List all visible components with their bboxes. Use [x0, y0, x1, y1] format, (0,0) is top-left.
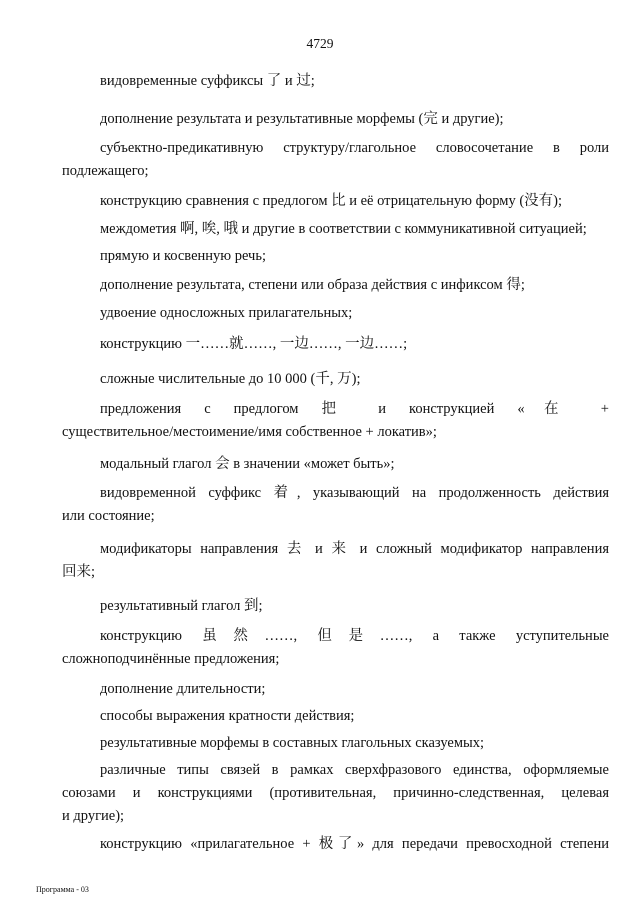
list-item: прямую и косвенную речь; — [100, 248, 266, 264]
list-item: конструкцию сравнения с предлогом 比 и её отрицательную форму (没有); — [100, 193, 563, 209]
list-item: удвоение односложных прилагательных; — [100, 305, 353, 321]
list-item: сложные числительные до 10 000 (千, 万); — [100, 371, 361, 387]
list-item: дополнение результата и результативные морфемы (完 и другие); — [100, 111, 504, 127]
list-item: модификаторы направления 去 и 来 и сложный модификатор направления 回来; — [62, 541, 609, 580]
list-item: результативные морфемы в составных глагольных сказуемых; — [100, 735, 485, 751]
list-item: модальный глагол 会 в значении «может быть»; — [100, 456, 395, 472]
list-item: междометия 啊, 唉, 哦 и другие в соответствии с коммуникативной ситуацией; — [100, 221, 587, 237]
page-number: 4729 — [306, 36, 334, 51]
list-item: дополнение длительности; — [100, 681, 266, 697]
list-item: предложения с предлогом 把 и конструкцией «在 + существительное/местоимение/имя собственное + локатив»; — [62, 401, 609, 440]
list-item: видовременные суффиксы 了 и 过; — [100, 73, 315, 89]
list-item: субъектно-предикативную структуру/глагольное словосочетание в роли подлежащего; — [62, 140, 609, 179]
list-item: различные типы связей в рамках сверхфразового единства, оформляемые союзами и конструкциями (противительная, причинно-следственная, целевая и другие); — [62, 762, 609, 824]
list-item: результативный глагол 到; — [100, 598, 263, 614]
list-item: дополнение результата, степени или образа действия с инфиксом 得; — [100, 277, 525, 293]
list-item: видовременной суффикс 着, указывающий на продолженность действия или состояние; — [62, 485, 609, 524]
footer: Программа - 03 — [36, 885, 89, 894]
list-item: конструкцию 一……就……, 一边……, 一边……; — [100, 336, 408, 352]
list-item: способы выражения кратности действия; — [100, 708, 355, 724]
list-item: конструкцию 虽然……, 但是……, а также уступительные сложноподчинённые предложения; — [62, 628, 609, 667]
list-item: конструкцию «прилагательное + 极了» для передачи превосходной степени — [100, 836, 609, 852]
